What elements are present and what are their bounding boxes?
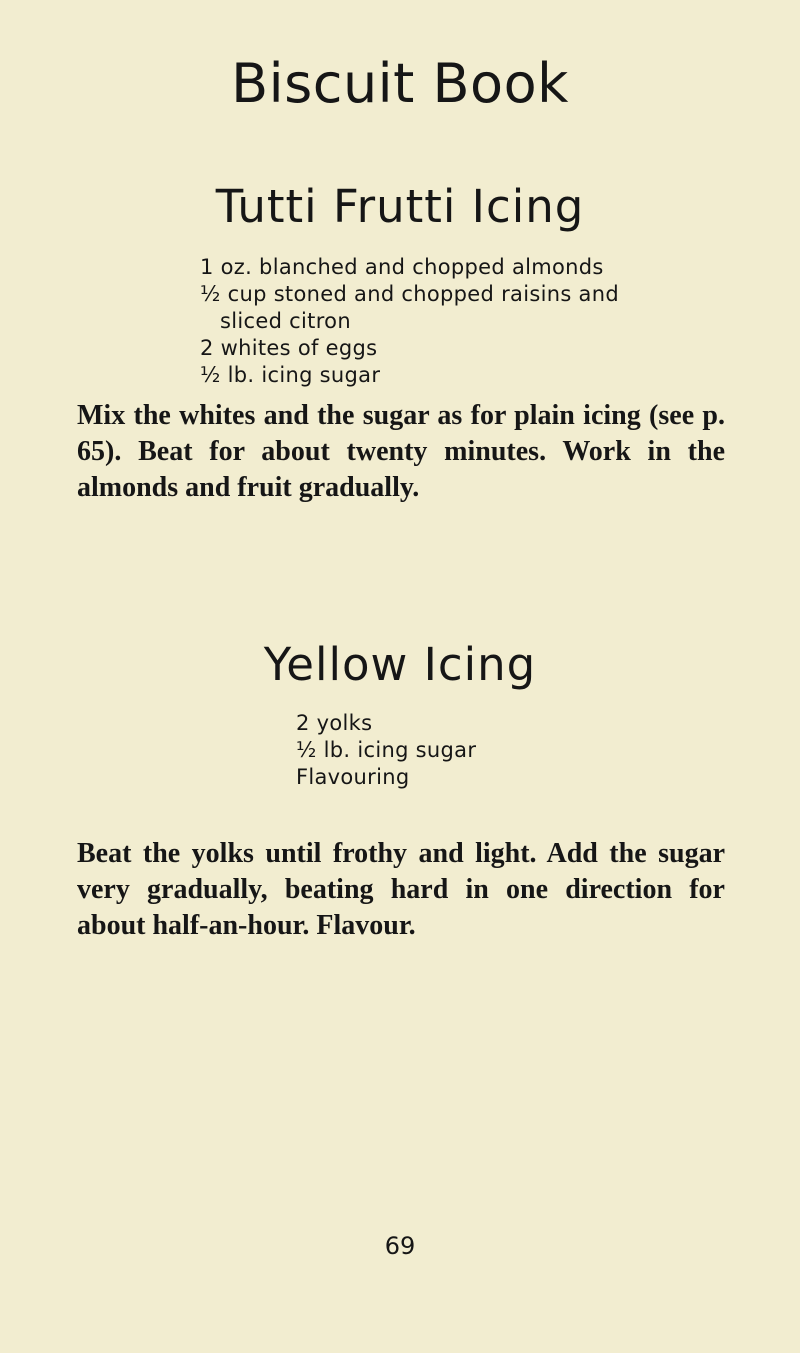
ingredient-item: 2 yolks <box>296 711 373 735</box>
book-title: Biscuit Book <box>231 52 569 115</box>
ingredient-list-yellow-icing <box>296 710 476 791</box>
recipe-title-tutti-frutti: Tutti Frutti Icing <box>215 180 585 233</box>
ingredient-item: 1 oz. blanched and chopped almonds <box>200 255 604 279</box>
method-text-yellow-icing: Beat the yolks until frothy and light. Add the sugar very gradually, beating hard in one direction for about half-an-hour. Flavour. <box>77 838 725 941</box>
ingredient-item: 2 whites of eggs <box>200 336 378 360</box>
ingredient-item: ½ cup stoned and chopped raisins and <box>200 282 619 306</box>
ingredient-item-continuation: sliced citron <box>220 309 351 333</box>
method-text-tutti-frutti: Mix the whites and the sugar as for plain icing (see p. 65). Beat for about twenty minutes. Work in the almonds and fruit gradually. <box>77 400 725 503</box>
ingredient-list-tutti-frutti <box>200 254 619 389</box>
ingredient-item: ½ lb. icing sugar <box>200 363 381 387</box>
ingredient-item: ½ lb. icing sugar <box>296 738 477 762</box>
ingredient-item: Flavouring <box>296 765 410 789</box>
page-number: 69 <box>384 1232 416 1260</box>
recipe-title-yellow-icing: Yellow Icing <box>263 638 537 691</box>
